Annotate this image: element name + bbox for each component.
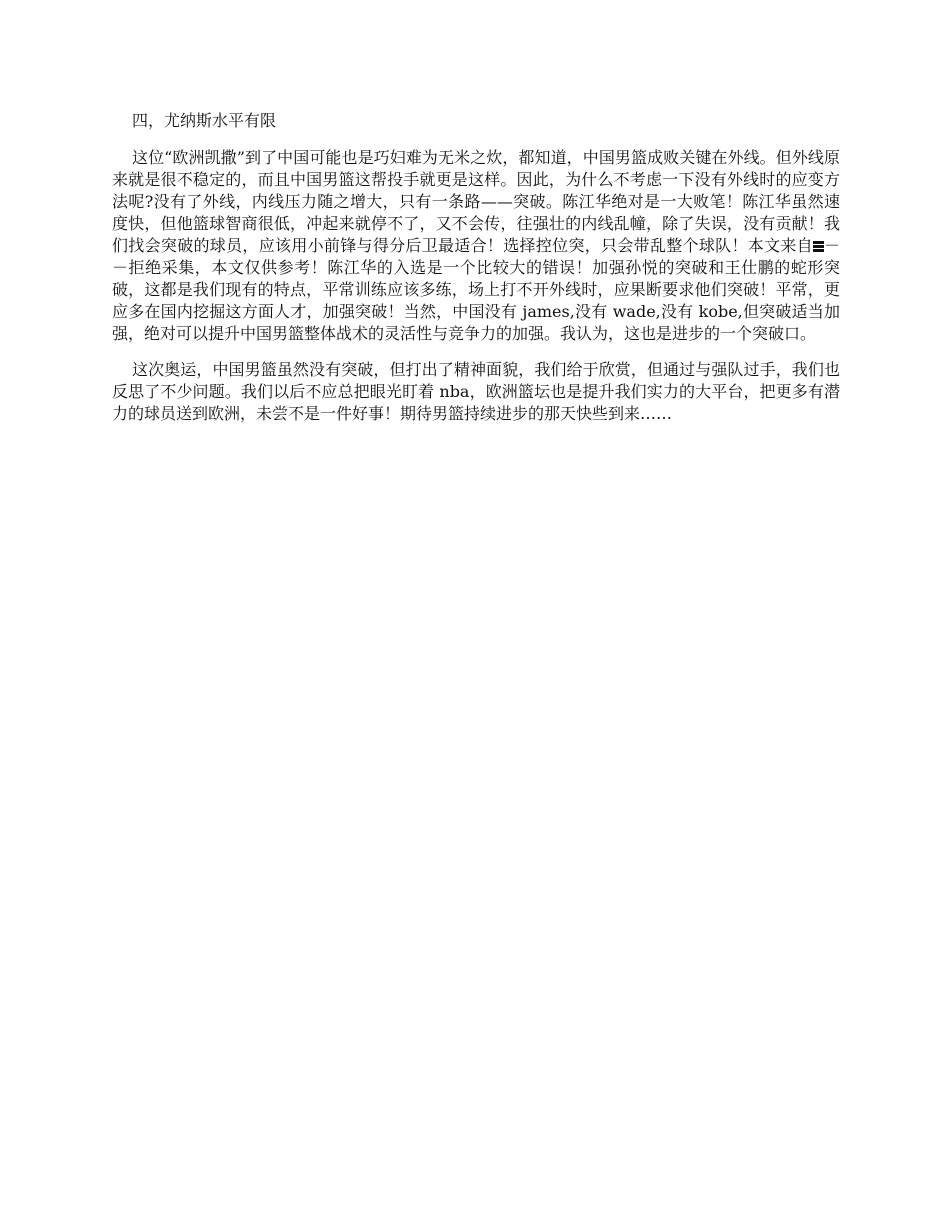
paragraph-1-text-end: －－拒绝采集，本文仅供参考！陈江华的入选是一个比较大的错误！加强孙悦的突破和王仕鹏的蛇形突破，这都是我们现有的特点，平常训练应该多练，场上打不开外线时，应果断要求他们突破！平常，更应多在国内挖掘这方面人才，加强突破！当然，中国没有 james,没有 wade,没有 kobe,但突破适当加强，绝对可以提升中国男篮整体战术的灵活性与竞争力的加强。我认为，这也是进步的一个突破口。 (112, 236, 840, 343)
article-body (112, 110, 840, 439)
paragraph-1 (112, 147, 840, 345)
paragraph-1-text-start: 这位“欧洲凯撒”到了中国可能也是巧妇难为无米之炊，都知道，中国男篮成败关键在外线。但外线原来就是很不稳定的，而且中国男篮这帮投手就更是这样。因此，为什么不考虑一下没有外线时的应变方法呢?没有了外线，内线压力随之增大，只有一条路——突破。陈江华绝对是一大败笔！陈江华虽然速度快，但他篮球智商很低，冲起来就停不了，又不会传，往强壮的内线乱幢，除了失误，没有贡献！我们找会突破的球员，应该用小前锋与得分后卫最适合！选择控位突，只会带乱整个球队！本文来自 (112, 148, 840, 255)
triple-bar-glyph-icon (813, 241, 824, 252)
section-heading: 四，尤纳斯水平有限 (132, 111, 277, 130)
paragraph-2: 这次奥运，中国男篮虽然没有突破，但打出了精神面貌，我们给于欣赏，但通过与强队过手，我们也反思了不少问题。我们以后不应总把眼光盯着 nba，欧洲篮坛也是提升我们实力的大平台，把更多有潜力的球员送到欧洲，未尝不是一件好事！期待男篮持续进步的那天快些到来…… (112, 360, 840, 423)
